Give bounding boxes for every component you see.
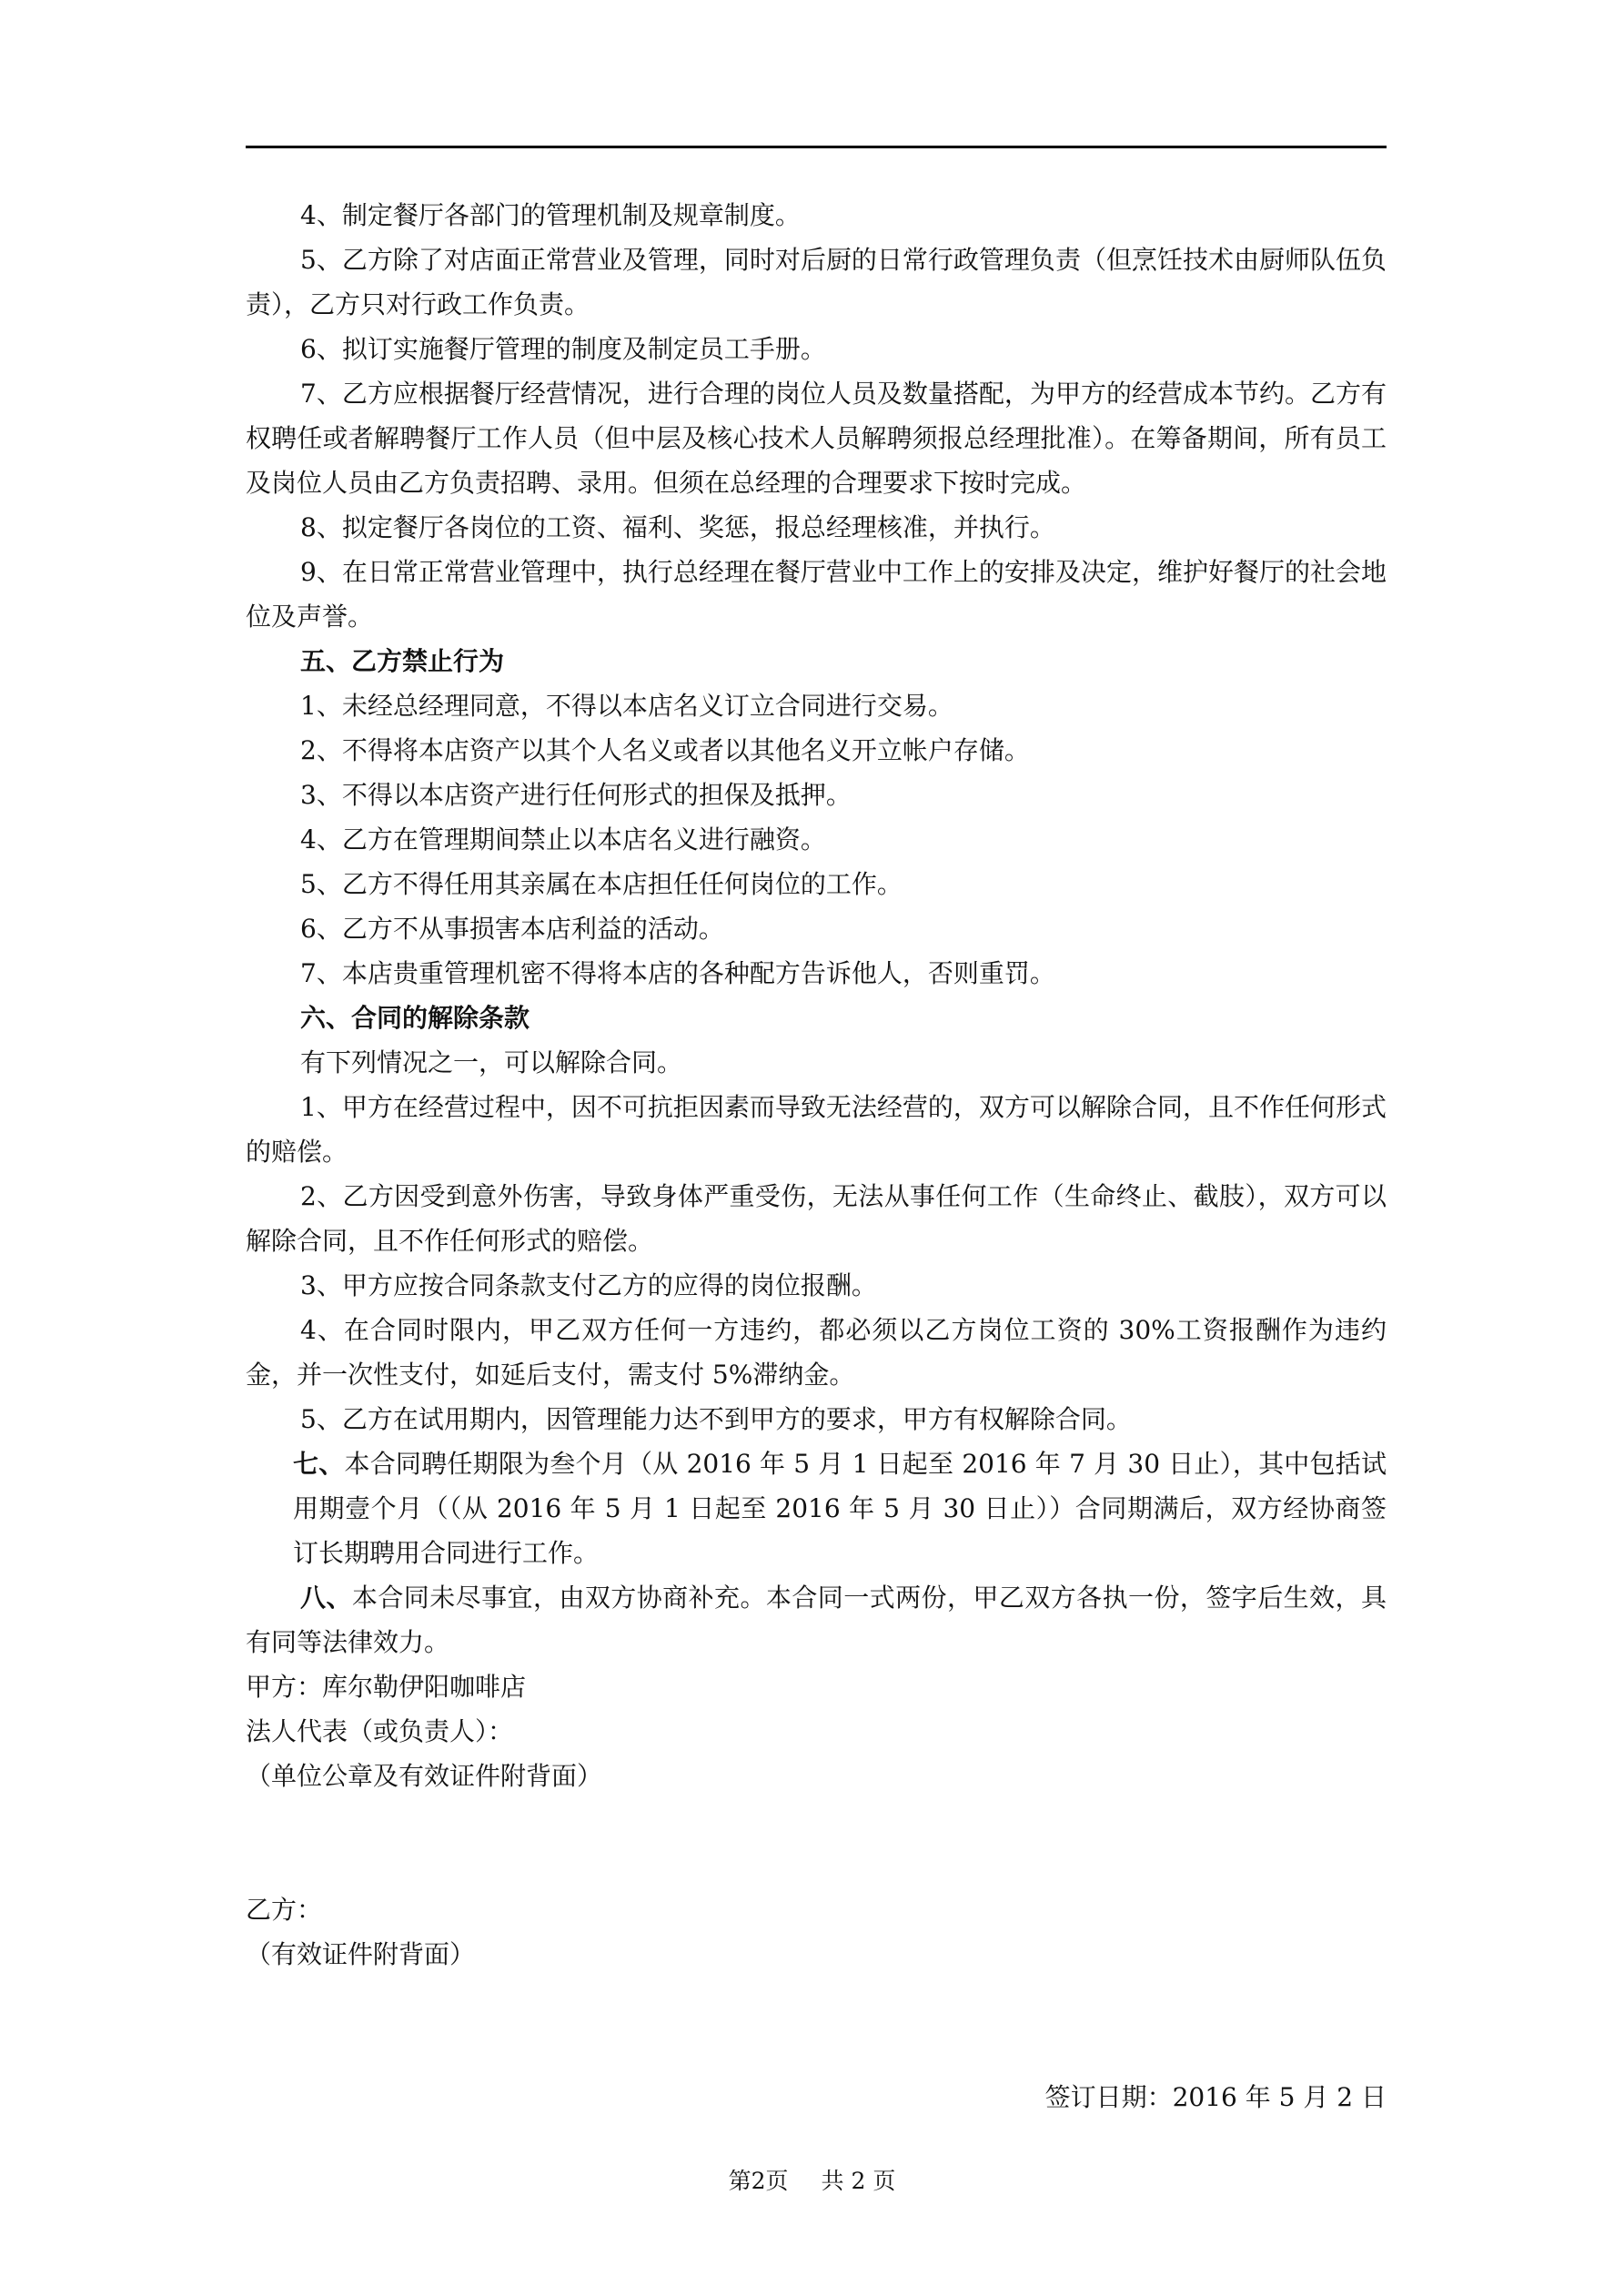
section-6-item: 2、乙方因受到意外伤害，导致身体严重受伤，无法从事任何工作（生命终止、截肢），双方可以解除合同，且不作任何形式的赔偿。 (246, 1181, 1387, 1256)
section-5-item: 6、乙方不从事损害本店利益的活动。 (300, 914, 724, 944)
section-5-item: 7、本店贵重管理机密不得将本店的各种配方告诉他人，否则重罚。 (300, 958, 1055, 988)
clause-4-item-9: 9、在日常正常营业管理中，执行总经理在餐厅营业中工作上的安排及决定，维护好餐厅的社会地位及声誉。 (246, 557, 1387, 632)
header-rule (246, 146, 1387, 148)
party-b: 乙方： (246, 1895, 323, 1925)
party-a-note: （单位公章及有效证件附背面） (246, 1761, 603, 1791)
document-body (246, 193, 1387, 2119)
section-7-text: 本合同聘任期限为叁个月（从 2016 年 5 月 1 日起至 2016 年 7 月 30 日止），其中包括试用期壹个月（（从 2016 年 5 月 1 日起至 2016 年 5 月 30 日止））合同期满后，双方经协商签订长期聘用合同进行工作。 (293, 1449, 1387, 1568)
section-8 (246, 1575, 1387, 1664)
section-6-item: 3、甲方应按合同条款支付乙方的应得的岗位报酬。 (300, 1270, 877, 1300)
page-total: 共 2 页 (821, 2168, 896, 2194)
signature-gap (246, 1798, 1387, 1887)
section-5-item: 2、不得将本店资产以其个人名义或者以其他名义开立帐户存储。 (300, 735, 1030, 765)
signing-date: 签订日期：2016 年 5 月 2 日 (1044, 2082, 1387, 2112)
clause-4-item-5: 5、乙方除了对店面正常营业及管理，同时对后厨的日常行政管理负责（但烹饪技术由厨师队伍负责），乙方只对行政工作负责。 (246, 245, 1387, 319)
section-7-head: 七、 (293, 1449, 345, 1479)
section-5-item: 5、乙方不得任用其亲属在本店担任任何岗位的工作。 (300, 869, 903, 899)
party-a: 甲方：库尔勒伊阳咖啡店 (246, 1672, 527, 1702)
section-6-item: 5、乙方在试用期内，因管理能力达不到甲方的要求，甲方有权解除合同。 (300, 1404, 1132, 1434)
section-6-heading: 六、合同的解除条款 (300, 1003, 530, 1033)
clause-4-item-6: 6、拟订实施餐厅管理的制度及制定员工手册。 (300, 334, 826, 364)
section-5-heading: 五、乙方禁止行为 (300, 646, 505, 676)
section-8-text: 本合同未尽事宜，由双方协商补充。本合同一式两份，甲乙双方各执一份，签字后生效，具有同等法律效力。 (246, 1583, 1387, 1657)
section-5-item: 3、不得以本店资产进行任何形式的担保及抵押。 (300, 780, 852, 810)
section-6-item: 4、在合同时限内，甲乙双方任何一方违约，都必须以乙方岗位工资的 30%工资报酬作为违约金，并一次性支付，如延后支付，需支付 5%滞纳金。 (246, 1315, 1387, 1390)
date-gap (246, 1977, 1387, 2075)
clause-4-item-4: 4、制定餐厅各部门的管理机制及规章制度。 (300, 200, 801, 230)
section-8-head: 八、 (300, 1583, 352, 1613)
section-6-item: 1、甲方在经营过程中，因不可抗拒因素而导致无法经营的，双方可以解除合同，且不作任何形式的赔偿。 (246, 1092, 1387, 1167)
section-6-intro: 有下列情况之一，可以解除合同。 (300, 1047, 683, 1077)
party-b-note: （有效证件附背面） (246, 1939, 476, 1969)
section-7 (246, 1441, 1387, 1575)
page-number: 第2页 (728, 2168, 789, 2194)
clause-4-item-7: 7、乙方应根据餐厅经营情况，进行合理的岗位人员及数量搭配，为甲方的经营成本节约。乙方有权聘任或者解聘餐厅工作人员（但中层及核心技术人员解聘须报总经理批准）。在筹备期间，所有员工及岗位人员由乙方负责招聘、录用。但须在总经理的合理要求下按时完成。 (246, 379, 1387, 498)
section-5-item: 4、乙方在管理期间禁止以本店名义进行融资。 (300, 824, 826, 855)
clause-4-item-8: 8、拟定餐厅各岗位的工资、福利、奖惩，报总经理核准，并执行。 (300, 512, 1055, 542)
section-5-item: 1、未经总经理同意，不得以本店名义订立合同进行交易。 (300, 691, 953, 721)
legal-representative: 法人代表（或负责人）： (246, 1716, 514, 1746)
page-footer (0, 2163, 1624, 2196)
